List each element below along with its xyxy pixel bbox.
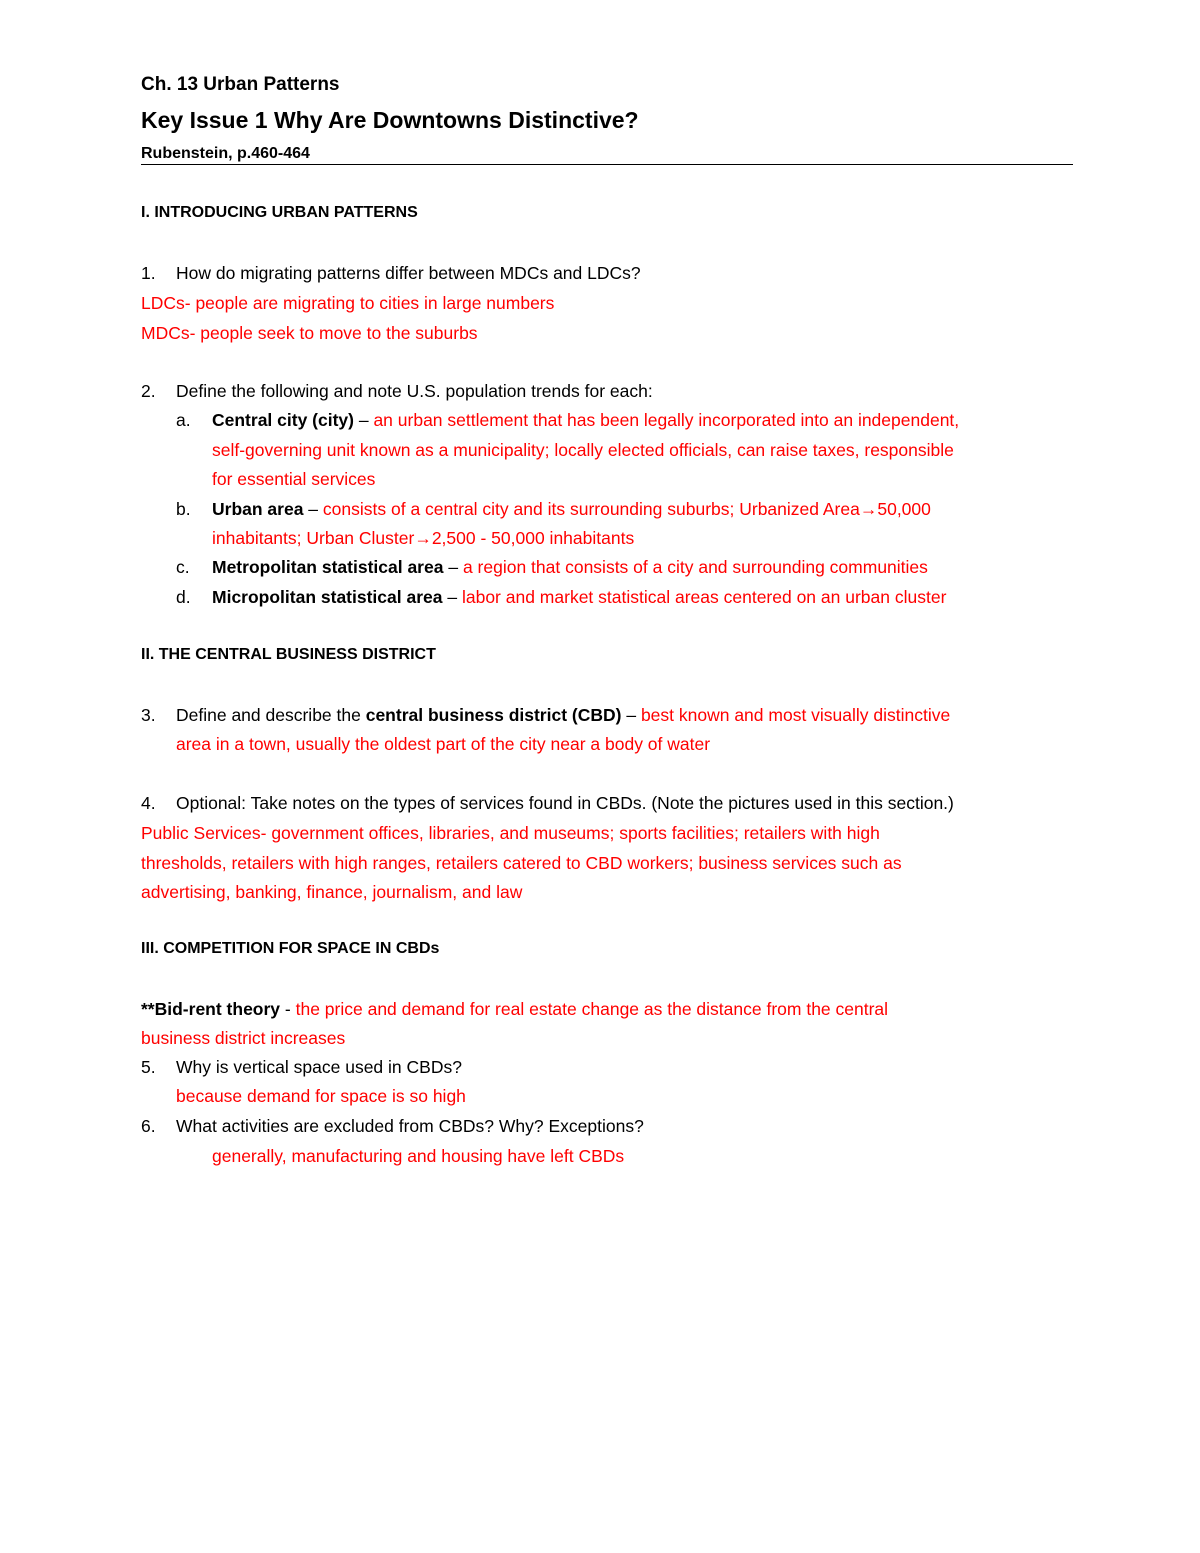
q2b-definition: consists of a central city and its surrounding suburbs; Urbanized Area→50,000 [322, 499, 931, 519]
q2c-letter: c. [176, 557, 190, 577]
chapter-title: Ch. 13 Urban Patterns [141, 74, 340, 95]
q1-question: How do migrating patterns differ between MDCs and LDCs? [176, 263, 641, 283]
section-2-heading: II. THE CENTRAL BUSINESS DISTRICT [141, 646, 436, 663]
q2d-letter: d. [176, 587, 191, 607]
q1-answer-mdcs: MDCs- people seek to move to the suburbs [141, 323, 478, 343]
source-citation: Rubenstein, p.460-464 [141, 145, 310, 162]
bid-rent-term: **Bid-rent theory [141, 999, 281, 1019]
q2a-dash: – [353, 410, 374, 430]
q2a-definition: an urban settlement that has been legally incorporated into an independent, [373, 410, 960, 430]
q2-question: Define the following and note U.S. population trends for each: [176, 381, 653, 401]
q2c-dash: – [443, 557, 463, 577]
q2b-letter: b. [176, 499, 191, 519]
bid-rent-dash: - [280, 999, 296, 1019]
q4-number: 4. [141, 793, 156, 813]
q6-number: 6. [141, 1116, 156, 1136]
q2d-line-1 [212, 586, 946, 608]
q3-term: central business district (CBD) [365, 705, 622, 725]
q2b-line-1 [212, 498, 931, 520]
q2-number: 2. [141, 381, 156, 401]
q4-answer-line-2: thresholds, retailers with high ranges, retailers catered to CBD workers; business services such as [141, 853, 902, 873]
q6-question: What activities are excluded from CBDs? Why? Exceptions? [176, 1116, 644, 1136]
q2c-definition: a region that consists of a city and surrounding communities [462, 557, 928, 577]
q2d-definition: labor and market statistical areas centered on an urban cluster [461, 587, 947, 607]
q5-question: Why is vertical space used in CBDs? [176, 1057, 462, 1077]
q3-line-1 [176, 704, 950, 726]
section-3-heading: III. COMPETITION FOR SPACE IN CBDs [141, 940, 440, 957]
q2a-line-3: for essential services [212, 469, 376, 489]
q2a-letter: a. [176, 410, 191, 430]
bid-rent-line-1 [141, 998, 888, 1020]
q4-answer-line-1: Public Services- government offices, libraries, and museums; sports facilities; retailers with high [141, 823, 880, 843]
q3-number: 3. [141, 705, 156, 725]
bid-rent-definition: the price and demand for real estate change as the distance from the central [295, 999, 889, 1019]
q2a-line-1 [212, 409, 959, 431]
q3-dash: – [621, 705, 641, 725]
q2d-dash: – [442, 587, 462, 607]
q5-number: 5. [141, 1057, 156, 1077]
bid-rent-line-2: business district increases [141, 1028, 346, 1048]
q1-number: 1. [141, 263, 156, 283]
key-issue-title: Key Issue 1 Why Are Downtowns Distinctive? [141, 107, 639, 133]
q2c-line-1 [212, 556, 928, 578]
q2a-term: Central city (city) [212, 410, 354, 430]
q2b-line-2: inhabitants; Urban Cluster→2,500 - 50,000 inhabitants [212, 528, 635, 548]
q6-answer: generally, manufacturing and housing have left CBDs [212, 1146, 625, 1166]
q3-prefix: Define and describe the [176, 705, 366, 725]
q2d-term: Micropolitan statistical area [212, 587, 443, 607]
q3-answer: best known and most visually distinctive [640, 705, 951, 725]
q4-question: Optional: Take notes on the types of services found in CBDs. (Note the pictures used in this section.) [176, 793, 954, 813]
q5-answer: because demand for space is so high [176, 1086, 466, 1106]
q3-line-2: area in a town, usually the oldest part of the city near a body of water [176, 734, 711, 754]
q4-answer-line-3: advertising, banking, finance, journalism, and law [141, 882, 523, 902]
q2c-term: Metropolitan statistical area [212, 557, 444, 577]
q2a-line-2: self-governing unit known as a municipality; locally elected officials, can raise taxes, responsible [212, 440, 954, 460]
header-divider [141, 164, 1073, 165]
q1-answer-ldcs: LDCs- people are migrating to cities in large numbers [141, 293, 555, 313]
q2b-term: Urban area [212, 499, 304, 519]
section-1-heading: I. INTRODUCING URBAN PATTERNS [141, 204, 418, 221]
q2b-dash: – [303, 499, 323, 519]
